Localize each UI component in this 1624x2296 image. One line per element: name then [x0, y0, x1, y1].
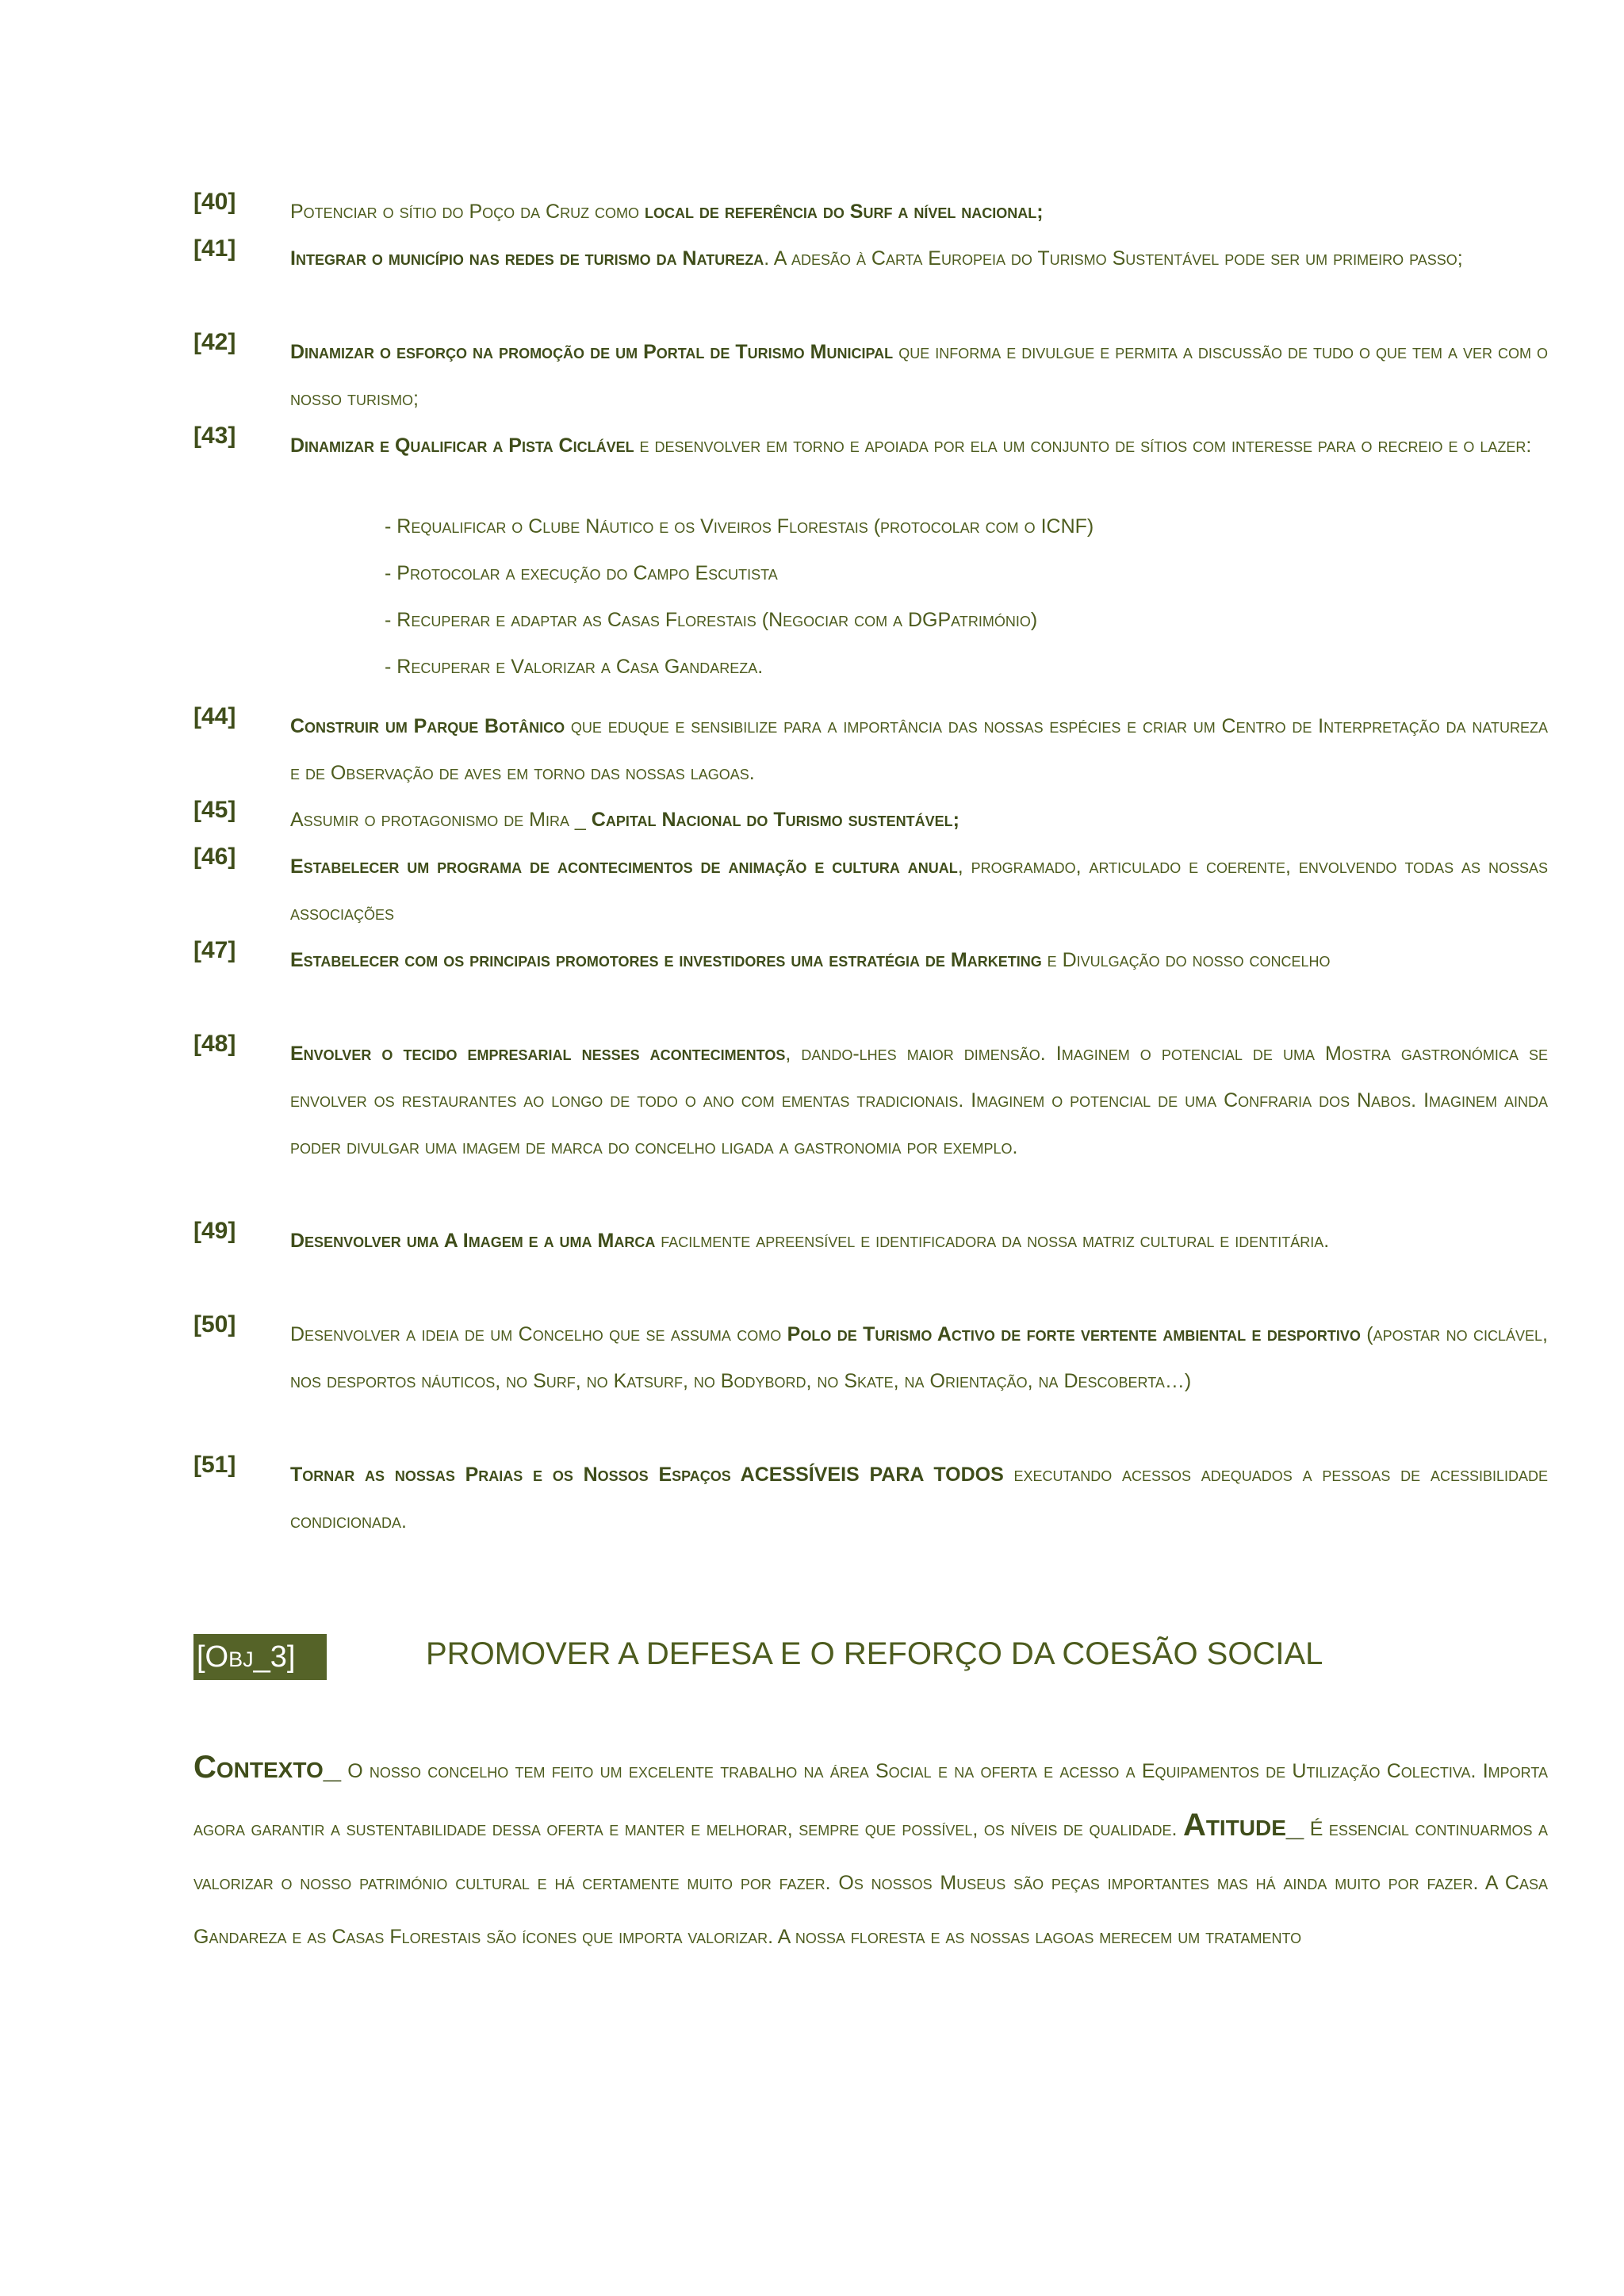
item-text-bold: Estabelecer com os principais promotores e investidores uma estratégia de Marketing [290, 949, 1042, 971]
item-number: [50] [193, 1311, 236, 1337]
item-text-bold: Desenvolver uma A Imagem e a uma Marca [290, 1230, 656, 1252]
item-text-bold: Envolver o tecido empresarial nesses acontecimentos [290, 1043, 786, 1065]
context-paragraph [193, 1740, 1548, 1964]
item-text-segment: e Divulgação do nosso concelho [1041, 949, 1331, 971]
item-text [290, 189, 1548, 235]
item-text [290, 703, 1548, 797]
item-number: [48] [193, 1031, 236, 1057]
item-text-bold: ACESSÍVEIS PARA TODOS [740, 1464, 1004, 1486]
item-text-bold: Dinamizar e Qualificar a Pista Ciclável [290, 434, 634, 457]
item-text-segment: Assumir o protagonismo de Mira _ [290, 809, 592, 831]
item-number: [46] [193, 844, 236, 870]
item-text [290, 235, 1548, 282]
item-text [290, 329, 1548, 423]
context-heading: Contexto_ [193, 1750, 341, 1785]
attitude-text: É essencial continuarmos a valorizar o nosso património cultural e há certamente muito por fazer. Os nossos Museus são peças importantes mas há ainda muito por fazer. A Casa Gandareza e as Casas Florestais são ícones que importa valorizar. A nossa floresta e as nossas lagoas merecem um tratamento [193, 1818, 1548, 1948]
item-number: [40] [193, 189, 236, 215]
item-number: [44] [193, 703, 236, 729]
item-number: [41] [193, 235, 236, 262]
item-text-bold: Construir um Parque Botânico [290, 715, 565, 737]
item-text-segment: (apostar no ciclável, nos desportos náuticos, no Surf, no Katsurf, no Bodybord, no Skate, na Orientação, na Descoberta…) [290, 1323, 1548, 1392]
subitem: - Recuperar e Valorizar a Casa Gandareza. [385, 656, 764, 678]
item-text-segment: que eduque e sensibilize para a importância das nossas espécies e criar um Centro de Interpretação da natureza e de Observação de aves em torno das nossas lagoas. [290, 715, 1548, 784]
item-text-bold: Dinamizar o esforço na promoção de um Portal de Turismo Municipal [290, 341, 894, 363]
item-number: [42] [193, 329, 236, 355]
item-text [290, 1311, 1548, 1405]
objective-title: PROMOVER A DEFESA E O REFORÇO DA COESÃO SOCIAL [426, 1636, 1323, 1671]
item-text-bold: Integrar o município nas redes de turismo da Natureza [290, 247, 764, 270]
item-text [290, 423, 1548, 469]
item-text [290, 797, 1548, 844]
item-text-bold: Capital Nacional do Turismo sustentável; [591, 809, 959, 831]
item-text [290, 1218, 1548, 1265]
objective-label: [Obj_3] [193, 1634, 327, 1680]
item-text [290, 844, 1548, 937]
subitem: - Recuperar e adaptar as Casas Florestais (Negociar com a DGPatrimónio) [385, 609, 1038, 631]
context-text: O nosso concelho tem feito um excelente trabalho na área Social e na oferta e acesso a Equipamentos de Utilização Colectiva. Importa agora garantir a sustentabilidade dessa oferta e manter e melhorar, sempre que possível, os níveis de qualidade. [193, 1760, 1548, 1840]
item-number: [51] [193, 1452, 236, 1478]
item-number: [47] [193, 937, 236, 963]
item-text-segment: Potenciar o sítio do Poço da Cruz como [290, 201, 645, 223]
item-text-segment: que informa e divulgue e permita a discussão de tudo o que tem a ver com o nosso turismo; [290, 341, 1548, 410]
item-text-segment: executando acessos adequados a pessoas de acessibilidade condicionada. [290, 1464, 1549, 1533]
item-text [290, 937, 1548, 984]
item-text-bold: local de referência do Surf a nível nacional; [644, 201, 1044, 223]
item-number: [49] [193, 1218, 236, 1244]
item-text-bold: Estabelecer um programa de acontecimentos de animação e cultura anual [290, 855, 958, 878]
subitem: - Requalificar o Clube Náutico e os Viveiros Florestais (protocolar com o ICNF) [385, 515, 1094, 538]
subitem: - Protocolar a execução do Campo Escutista [385, 562, 778, 584]
item-text-segment: e desenvolver em torno e apoiada por ela um conjunto de sítios com interesse para o recreio e o lazer: [634, 434, 1532, 457]
attitude-heading: Atitude_ [1182, 1808, 1304, 1843]
item-text-segment: , dando-lhes maior dimensão. Imaginem o potencial de uma Mostra gastronómica se envolver os restaurantes ao longo de todo o ano com ementas tradicionais. Imaginem o potencial de uma Confraria dos Nabos. Imaginem ainda poder divulgar uma imagem de marca do concelho ligada a gastronomia por exemplo. [290, 1043, 1548, 1158]
item-text-segment: . A adesão à Carta Europeia do Turismo Sustentável pode ser um primeiro passo; [764, 247, 1463, 270]
item-text-bold: Tornar as nossas Praias e os Nossos Espaços [290, 1464, 741, 1486]
item-text-segment: facilmente apreensível e identificadora da nossa matriz cultural e identitária. [655, 1230, 1330, 1252]
item-text [290, 1031, 1548, 1171]
item-text-segment: , programado, articulado e coerente, envolvendo todas as nossas associações [290, 855, 1548, 924]
item-text-bold: Polo de Turismo Activo de forte vertente ambiental e desportivo [787, 1323, 1361, 1345]
item-text [290, 1452, 1548, 1545]
item-number: [43] [193, 423, 236, 449]
item-text-segment: Desenvolver a ideia de um Concelho que se assuma como [290, 1323, 787, 1345]
item-number: [45] [193, 797, 236, 823]
